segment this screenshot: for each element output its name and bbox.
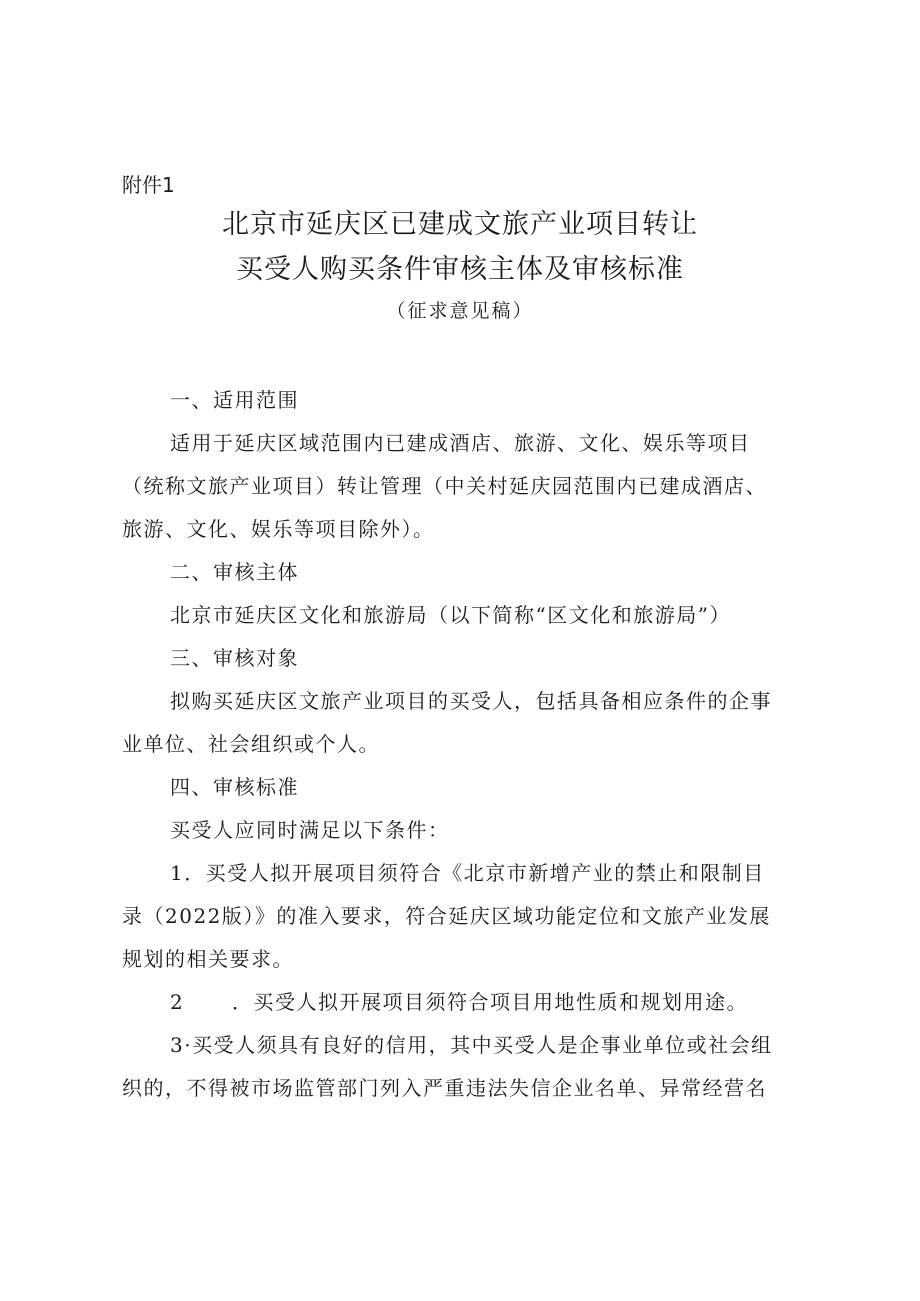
standard-intro: 买受人应同时满足以下条件： [170,818,450,842]
subject-text: 北京市延庆区文化和旅游局（以下简称“区文化和旅游局”） [170,603,731,627]
item-1-line-3: 规划的相关要求。 [122,947,294,971]
item-3-line-1: 3·买受人须具有良好的信用，其中买受人是企事业单位或社会组 [170,1033,773,1057]
item-3-line-2: 织的，不得被市场监管部门列入严重违法失信企业名单、异常经营名 [122,1076,767,1100]
scope-text-line-2: （统称文旅产业项目）转让管理（中关村延庆园范围内已建成酒店、 [122,474,767,498]
scope-text-line-3: 旅游、文化、娱乐等项目除外）。 [122,517,435,541]
draft-note: （征求意见稿） [386,300,534,322]
object-text-line-1: 拟购买延庆区文旅产业项目的买受人，包括具备相应条件的企事 [170,689,772,713]
section-heading-object: 三、审核对象 [170,646,299,670]
scope-text-line-1: 适用于延庆区域范围内已建成酒店、旅游、文化、娱乐等项目 [170,431,751,455]
item-1-line-2: 录（2022版）》的准入要求，符合延庆区域功能定位和文旅产业发展 [122,904,771,928]
object-text-line-2: 业单位、社会组织或个人。 [122,732,380,756]
item-2-text: ．买受人拟开展项目须符合项目用地性质和规划用途。 [232,990,748,1014]
section-heading-scope: 一、适用范围 [170,388,299,412]
attachment-label: 附件1 [122,173,175,197]
item-1-line-1: 1．买受人拟开展项目须符合《北京市新增产业的禁止和限制目 [170,861,765,885]
document-title-line-2: 买受人购买条件审核主体及审核标准 [236,254,684,285]
section-heading-subject: 二、审核主体 [170,560,299,584]
document-title-line-1: 北京市延庆区已建成文旅产业项目转让 [222,209,698,240]
section-heading-standard: 四、审核标准 [170,775,299,799]
item-2-number: 2 [170,990,185,1014]
